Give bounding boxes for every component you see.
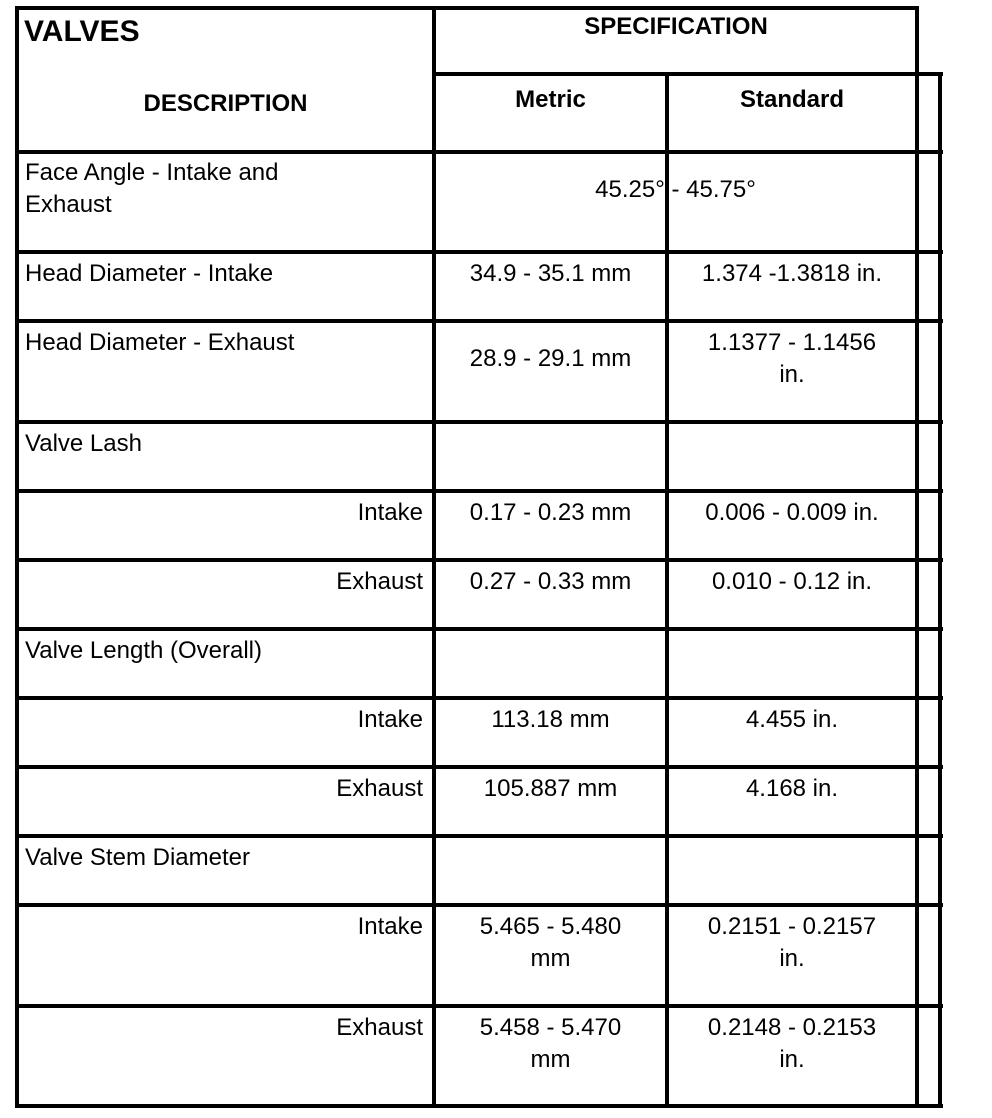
- stem-intake-metric-cont: mm: [530, 945, 571, 972]
- metric-header: Metric: [515, 86, 586, 113]
- head-dia-exhaust-label: Head Diameter - Exhaust: [25, 329, 295, 356]
- specification-header: SPECIFICATION: [584, 13, 768, 40]
- rule-standard-right: [915, 6, 919, 1108]
- table-title: VALVES: [24, 15, 140, 48]
- rule-row: [15, 420, 943, 424]
- rule-row: [15, 834, 943, 838]
- face-angle-label: Face Angle - Intake and: [25, 159, 279, 186]
- length-intake-metric: 113.18 mm: [491, 706, 610, 733]
- head-dia-exhaust-standard-cont: in.: [779, 361, 805, 388]
- length-intake-standard: 4.455 in.: [745, 706, 839, 733]
- rule-row: [15, 903, 943, 907]
- rule-outer-right: [938, 74, 942, 1108]
- rule-spec-bottom: [435, 72, 943, 76]
- rule-bottom: [15, 1104, 943, 1108]
- rule-row: [15, 489, 943, 493]
- face-angle-label-cont: Exhaust: [25, 191, 112, 218]
- rule-row: [15, 1004, 943, 1008]
- stem-exhaust-standard: 0.2148 - 0.2153: [707, 1014, 877, 1041]
- rule-row: [15, 558, 943, 562]
- valve-lash-label: Valve Lash: [25, 430, 142, 457]
- head-dia-intake-label: Head Diameter - Intake: [25, 260, 274, 287]
- lash-intake-standard: 0.006 - 0.009 in.: [705, 499, 879, 526]
- length-exhaust-label: Exhaust: [336, 775, 423, 802]
- stem-exhaust-label: Exhaust: [336, 1014, 423, 1041]
- stem-exhaust-metric-cont: mm: [530, 1046, 571, 1073]
- head-dia-intake-metric: 34.9 - 35.1 mm: [469, 260, 632, 287]
- stem-exhaust-metric: 5.458 - 5.470: [479, 1014, 622, 1041]
- rule-row: [15, 696, 943, 700]
- stem-intake-label: Intake: [357, 913, 423, 940]
- length-intake-label: Intake: [357, 706, 423, 733]
- stem-intake-standard: 0.2151 - 0.2157: [707, 913, 877, 940]
- lash-exhaust-label: Exhaust: [336, 568, 423, 595]
- rule-header-bottom: [15, 150, 943, 154]
- face-angle-value: 45.25° - 45.75°: [595, 176, 756, 203]
- lash-intake-label: Intake: [357, 499, 423, 526]
- rule-row: [15, 765, 943, 769]
- head-dia-exhaust-metric: 28.9 - 29.1 mm: [469, 345, 632, 372]
- lash-exhaust-metric: 0.27 - 0.33 mm: [469, 568, 632, 595]
- lash-exhaust-standard: 0.010 - 0.12 in.: [711, 568, 873, 595]
- valve-length-label: Valve Length (Overall): [25, 637, 262, 664]
- rule-row: [15, 319, 943, 323]
- rule-top: [15, 6, 919, 10]
- rule-row: [15, 250, 943, 254]
- length-exhaust-standard: 4.168 in.: [745, 775, 839, 802]
- rule-row: [15, 627, 943, 631]
- description-header: DESCRIPTION: [143, 90, 308, 117]
- stem-exhaust-standard-cont: in.: [779, 1046, 805, 1073]
- length-exhaust-metric: 105.887 mm: [483, 775, 618, 802]
- standard-header: Standard: [739, 86, 844, 113]
- stem-intake-metric: 5.465 - 5.480: [479, 913, 622, 940]
- stem-intake-standard-cont: in.: [779, 945, 805, 972]
- head-dia-exhaust-standard: 1.1377 - 1.1456: [707, 329, 877, 356]
- stem-diameter-label: Valve Stem Diameter: [25, 844, 250, 871]
- head-dia-intake-standard: 1.374 -1.3818 in.: [701, 260, 883, 287]
- lash-intake-metric: 0.17 - 0.23 mm: [469, 499, 632, 526]
